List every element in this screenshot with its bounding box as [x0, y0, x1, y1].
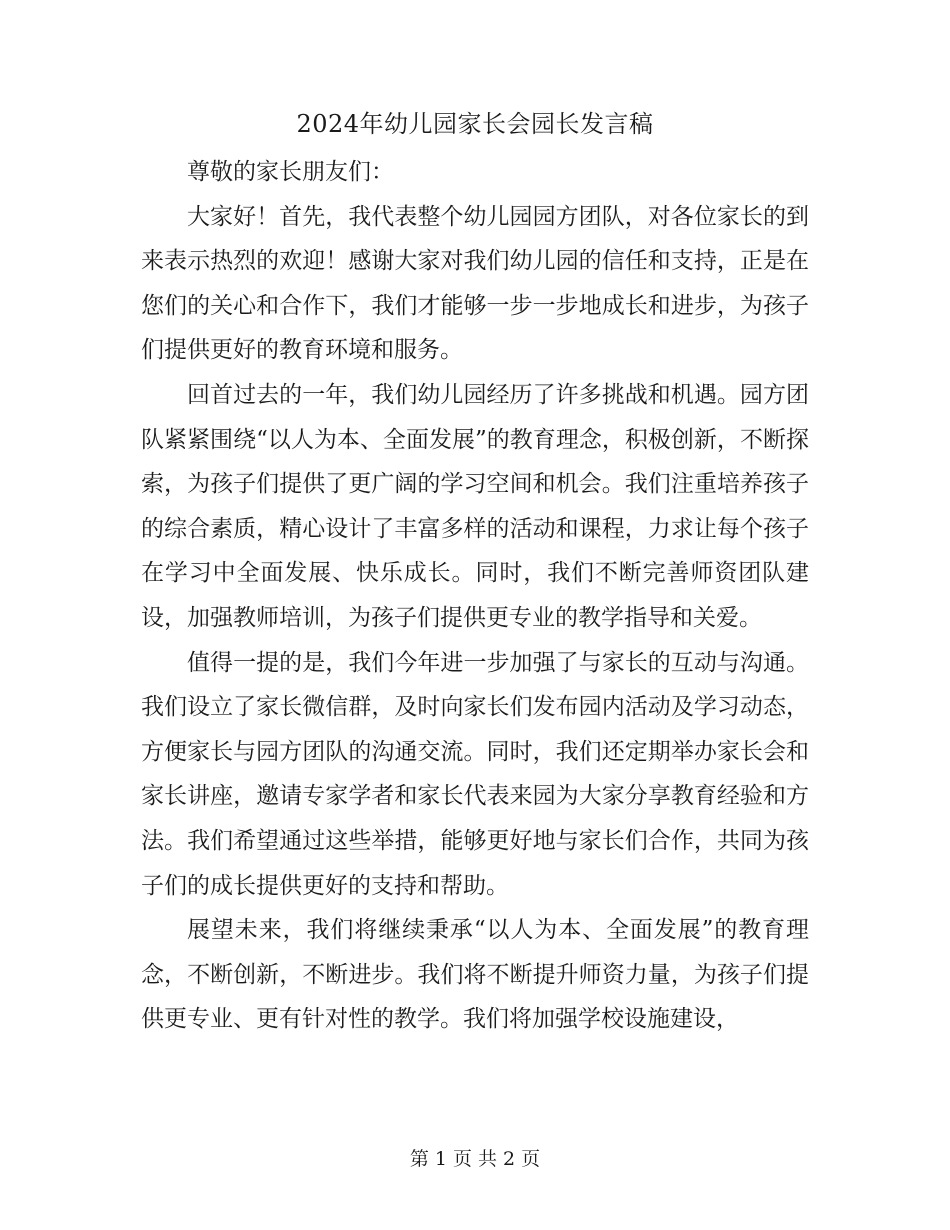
page-number: 第 1 页 共 2 页: [409, 1148, 541, 1170]
salutation-paragraph: 尊敬的家长朋友们：: [187, 159, 394, 185]
body-paragraph: 回首过去的一年，我们幼儿园经历了许多挑战和机遇。园方团队紧紧围绕“以人为本、全面发展”的教育理念，积极创新，不断探索，为孩子们提供了更广阔的学习空间和机会。我们注重培养孩子的综合素质，精心设计了丰富多样的活动和课程，力求让每个孩子在学习中全面发展、快乐成长。同时，我们不断完善师资团队建设，加强教师培训，为孩子们提供更专业的教学指导和关爱。: [141, 381, 809, 631]
body-paragraph: 展望未来，我们将继续秉承“以人为本、全面发展”的教育理念，不断创新，不断进步。我们将不断提升师资力量，为孩子们提供更专业、更有针对性的教学。我们将加强学校设施建设，: [141, 917, 809, 1033]
document-body: [141, 150, 809, 1042]
page-number-footer: [0, 1144, 950, 1174]
body-paragraph: 值得一提的是，我们今年进一步加强了与家长的互动与沟通。我们设立了家长微信群，及时向家长们发布园内活动及学习动态，方便家长与园方团队的沟通交流。同时，我们还定期举办家长会和家长讲座，邀请专家学者和家长代表来园为大家分享教育经验和方法。我们希望通过这些举措，能够更好地与家长们合作，共同为孩子们的成长提供更好的支持和帮助。: [141, 649, 809, 899]
document-title: 2024年幼儿园家长会园长发言稿: [296, 110, 654, 138]
body-paragraph: 大家好！首先，我代表整个幼儿园园方团队，对各位家长的到来表示热烈的欢迎！感谢大家对我们幼儿园的信任和支持，正是在您们的关心和合作下，我们才能够一步一步地成长和进步，为孩子们提供更好的教育环境和服务。: [141, 203, 809, 364]
